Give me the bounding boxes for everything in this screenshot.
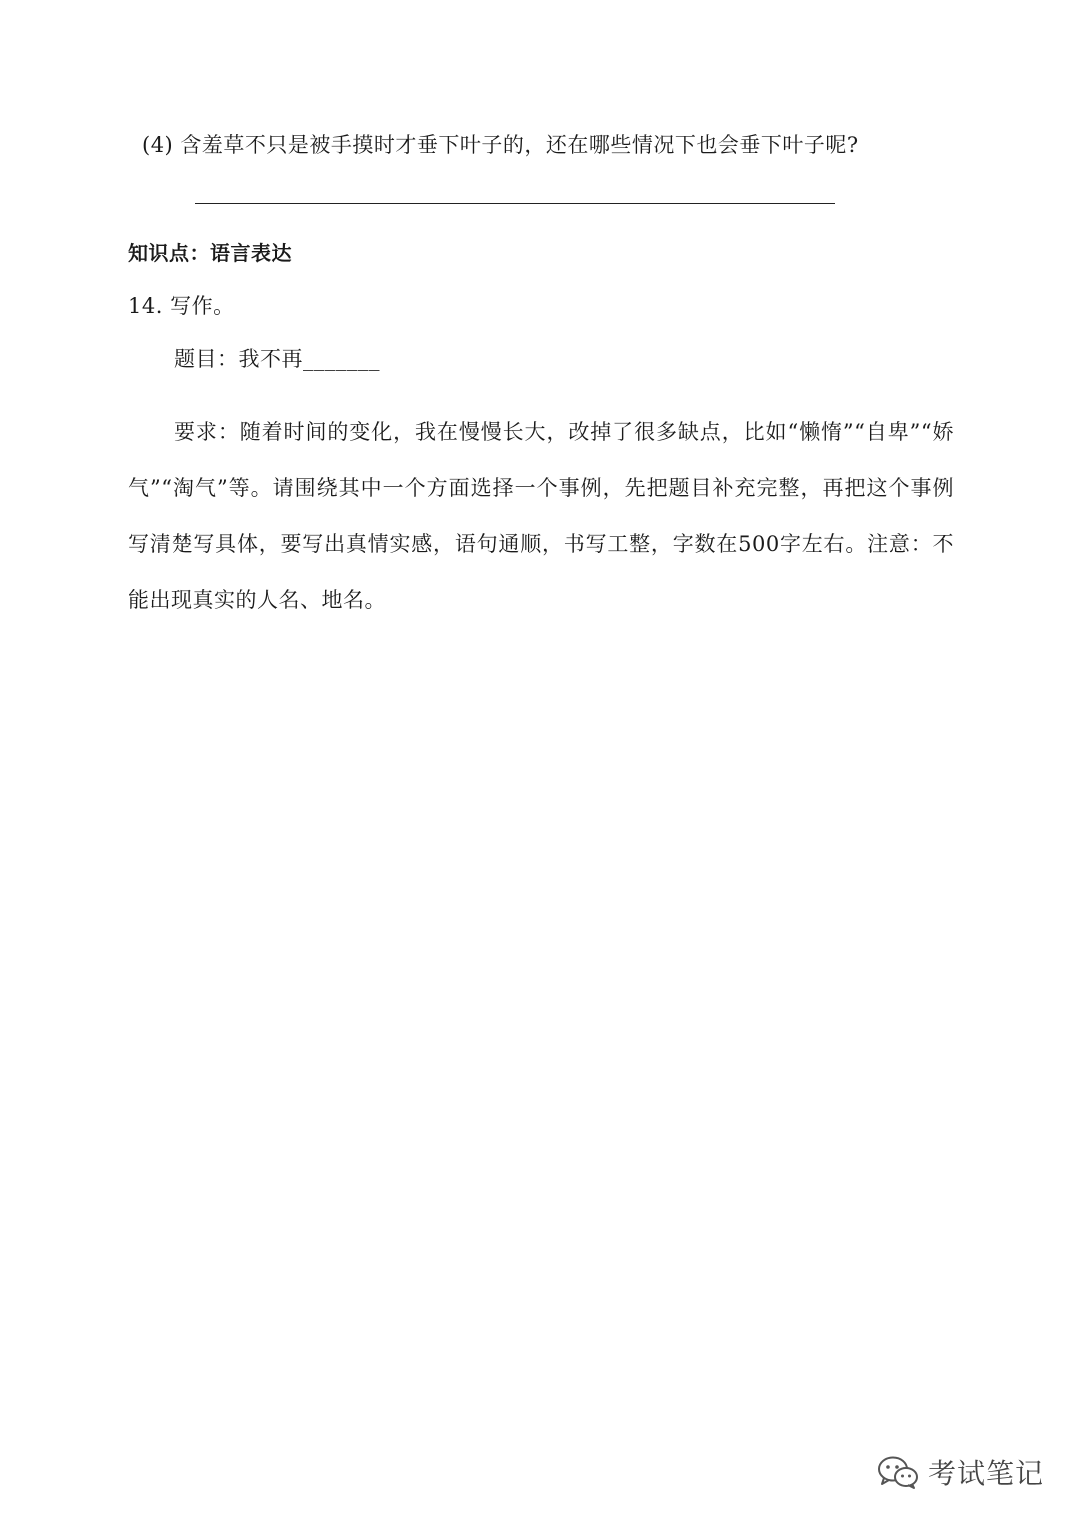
watermark: [876, 1452, 1044, 1492]
question-4-text: (4) 含羞草不只是被手摸时才垂下叶子的，还在哪些情况下也会垂下叶子呢?: [142, 133, 859, 157]
essay-topic-blank[interactable]: _______: [303, 347, 380, 371]
essay-topic-prefix: 题目：我不再: [174, 347, 303, 371]
essay-requirement: 要求：随着时间的变化，我在慢慢长大，改掉了很多缺点，比如“懒惰”“自卑”“娇气”“淘气”等。请围绕其中一个方面选择一个事例，先把题目补充完整，再把这个事例写清楚写具体，要写出真情实感，语句通顺，书写工整，字数在500字左右。注意：不能出现真实的人名、地名。: [128, 420, 954, 612]
watermark-text: 考试笔记: [927, 1457, 1044, 1490]
essay-topic: [174, 344, 380, 374]
knowledge-point-label: 知识点：语言表达: [128, 241, 292, 265]
answer-blank-line[interactable]: [195, 203, 835, 204]
question-14-heading: 14. 写作。: [128, 294, 235, 318]
wechat-icon: [876, 1454, 920, 1490]
